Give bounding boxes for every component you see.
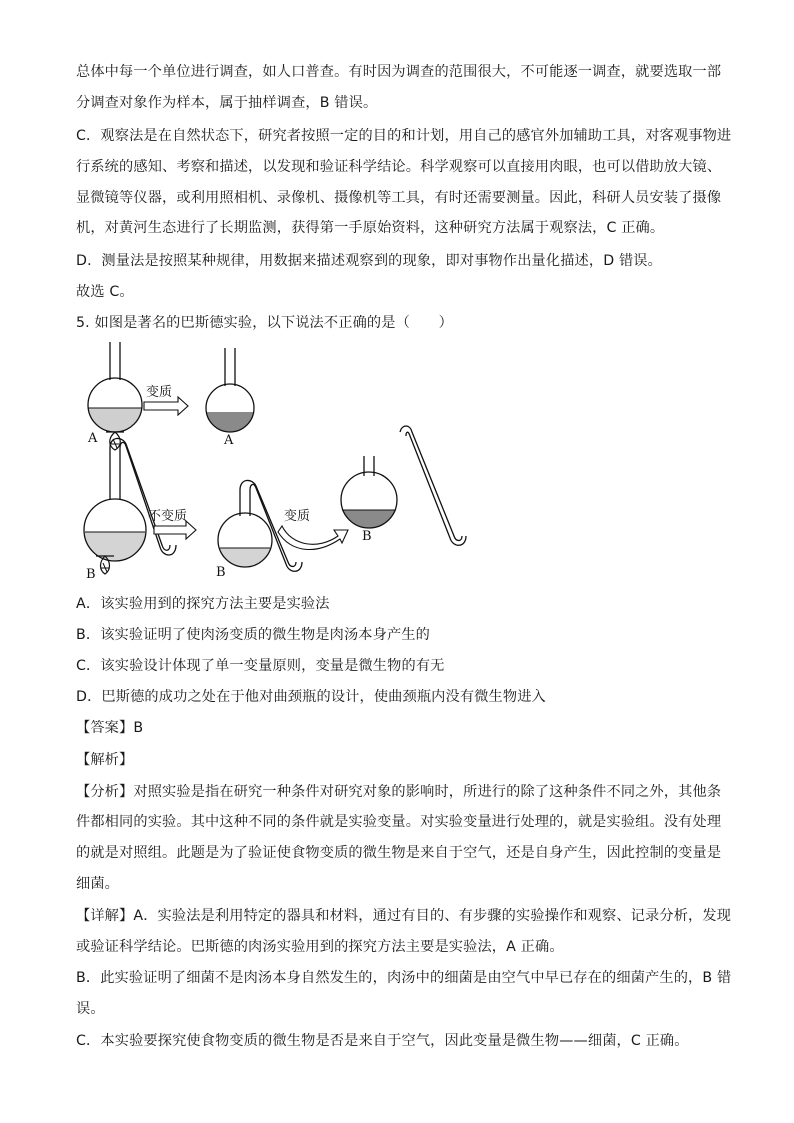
pasteur-experiment-figure: [70, 340, 490, 585]
label-change: 变质: [146, 385, 173, 400]
answer: 【答案】B: [76, 720, 144, 736]
detail-line: C．本实验要探究使食物变质的微生物是否是来自于空气，因此变量是微生物——细菌，C 正确。: [76, 1033, 689, 1049]
analysis-line: 的就是对照组。此题是为了验证使食物变质的微生物是来自于空气，还是自身产生，因此控制的变量是: [76, 845, 722, 861]
detail-line: 或验证科学结论。巴斯德的肉汤实验用到的探究方法主要是实验法，A 正确。: [76, 939, 564, 955]
flask-label-b3: B: [362, 529, 372, 544]
label-no-change: 不变质: [148, 509, 188, 524]
flask-label-b2: B: [216, 565, 226, 580]
label-change-2: 变质: [284, 509, 311, 524]
text-line: 显微镜等仪器，或利用照相机、录像机、摄像机等工具，有时还需要测量。因此，科研人员安装了摄像: [76, 190, 722, 206]
text-line: 总体中每一个单位进行调查，如人口普查。有时因为调查的范围很大，不可能逐一调查，就要选取一部: [76, 64, 722, 80]
analysis-line: 【分析】对照实验是指在研究一种条件对研究对象的影响时，所进行的除了这种条件不同之外，其他条: [76, 784, 722, 800]
flask-b-neck-broken: [340, 456, 398, 532]
text-line: 行系统的感知、考察和描述，以发现和验证科学结论。科学观察可以直接用肉眼，也可以借助放大镜、: [76, 159, 722, 175]
swan-neck-flask-b-result: [216, 480, 302, 572]
detail-line: B．此实验证明了细菌不是肉汤本身自然发生的，肉汤中的细菌是由空气中早已存在的细菌产生的，B 错: [76, 970, 732, 986]
option-c: C．该实验设计体现了单一变量原则，变量是微生物的有无: [76, 658, 445, 674]
detail-line: 误。: [76, 1001, 105, 1017]
flask-a-result: [204, 348, 256, 436]
question-title: 5. 如图是著名的巴斯德实验，以下说法不正确的是（ ）: [76, 315, 453, 331]
analysis-header: 【解析】: [76, 752, 134, 768]
flask-label-a2: A: [224, 433, 234, 448]
analysis-line: 细菌。: [76, 876, 120, 892]
flask-label-a1: A: [88, 431, 98, 446]
curved-arrow-icon: [278, 526, 348, 549]
detail-line: 【详解】A．实验法是利用特定的器具和材料，通过有目的、有步骤的实验操作和观察、记录分析，发现: [76, 908, 732, 924]
text-line: 故选 C。: [76, 284, 134, 300]
text-line: 分调查对象作为样本，属于抽样调查，B 错误。: [76, 95, 378, 111]
text-line: D．测量法是按照某种规律，用数据来描述观察到的现象，即对事物作出量化描述，D 错误。: [76, 253, 662, 269]
option-d: D．巴斯德的成功之处在于他对曲颈瓶的设计，使曲颈瓶内没有微生物进入: [76, 689, 546, 705]
flask-label-b1: B: [86, 567, 96, 582]
swan-neck-flask-b-heated: [82, 438, 176, 564]
experiment-diagram: [70, 340, 490, 585]
burner-flame-icon: [106, 432, 124, 450]
option-a: A．该实验用到的探究方法主要是实验法: [76, 596, 330, 612]
text-line: C．观察法是在自然状态下，研究者按照一定的目的和计划，用自己的感官外加辅助工具，对客观事物进: [76, 128, 732, 144]
analysis-line: 件都相同的实验。其中这种不同的条件就是实验变量。对实验变量进行处理的，就是实验组。没有处理: [76, 814, 722, 830]
text-line: 机，对黄河生态进行了长期监测，获得第一手原始资料，这种研究方法属于观察法，C 正确。: [76, 220, 665, 236]
option-b: B．该实验证明了使肉汤变质的微生物是肉汤本身产生的: [76, 627, 430, 643]
broken-swan-neck-tube: [400, 426, 466, 545]
flask-a-heated: [84, 342, 146, 438]
